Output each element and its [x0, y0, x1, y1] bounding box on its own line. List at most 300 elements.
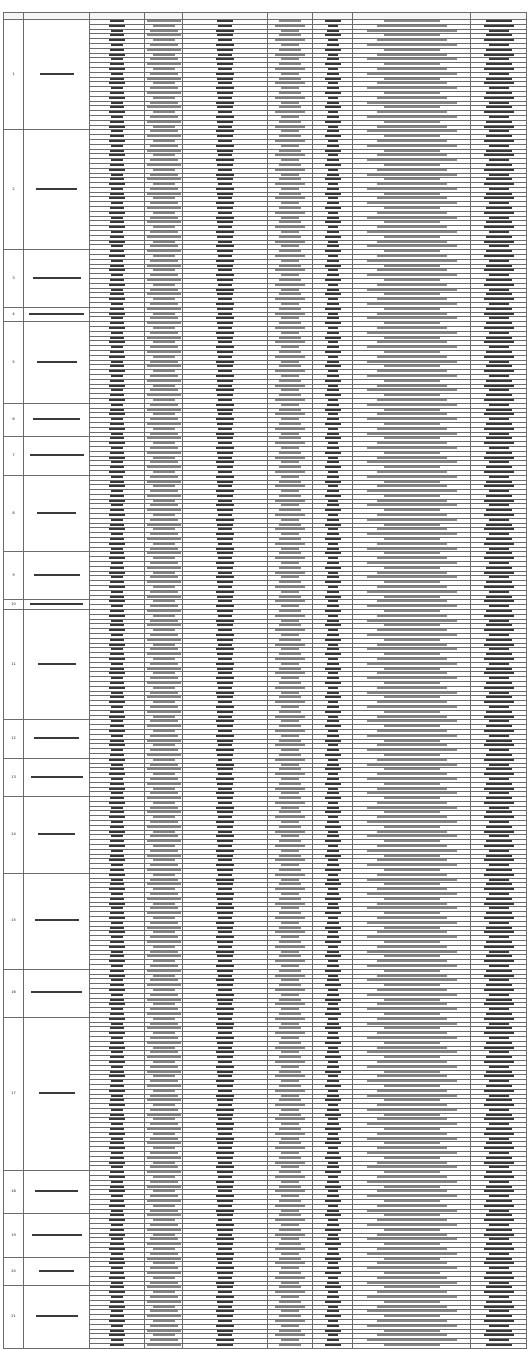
text-line-mark [367, 1037, 457, 1039]
text-line-mark [153, 54, 175, 56]
text-line-mark [217, 581, 233, 583]
text-line-mark [377, 341, 447, 343]
text-line-mark [109, 917, 125, 919]
text-line-mark [486, 840, 512, 842]
text-line-mark [275, 788, 305, 790]
text-line-mark [281, 317, 299, 319]
text-line-mark [147, 34, 181, 36]
text-line-mark [150, 174, 178, 176]
table-cell [353, 144, 471, 149]
table-cell [145, 293, 183, 298]
text-line-mark [327, 433, 339, 435]
text-line-mark [216, 764, 234, 766]
text-line-mark [484, 1205, 514, 1207]
text-line-mark [153, 500, 175, 502]
text-line-mark [216, 706, 234, 708]
text-line-mark [327, 1123, 339, 1125]
text-line-mark [153, 859, 175, 861]
group-name-cell [24, 250, 90, 308]
text-line-mark [150, 792, 178, 794]
text-line-mark [216, 145, 234, 147]
text-line-mark [218, 1133, 232, 1135]
text-line-mark [486, 552, 512, 554]
text-line-mark [150, 720, 178, 722]
text-line-mark [486, 912, 512, 914]
text-line-mark [109, 1075, 125, 1077]
text-line-mark [328, 457, 338, 459]
text-line-mark [325, 797, 341, 799]
text-line-mark [109, 471, 125, 473]
text-line-mark [367, 145, 457, 147]
text-line-mark [275, 500, 305, 502]
text-line-mark [218, 1032, 232, 1034]
text-line-mark [217, 322, 233, 324]
text-line-mark [147, 1301, 181, 1303]
text-line-mark [147, 193, 181, 195]
text-line-mark [111, 979, 123, 981]
text-line-mark [384, 351, 440, 353]
table-cell [145, 322, 183, 327]
text-line-mark [279, 394, 301, 396]
text-line-mark [216, 1066, 234, 1068]
text-line-mark [367, 202, 457, 204]
text-line-mark [484, 169, 514, 171]
text-line-mark [328, 514, 338, 516]
text-line-mark [147, 1200, 181, 1202]
text-line-mark [110, 135, 124, 137]
text-line-mark [327, 979, 339, 981]
text-line-mark [489, 303, 509, 305]
text-line-mark [147, 1085, 181, 1087]
text-line-mark [328, 154, 338, 156]
text-line-mark [367, 735, 457, 737]
text-line-mark [218, 428, 232, 430]
text-line-mark [109, 1090, 125, 1092]
text-line-mark [367, 562, 457, 564]
text-line-mark [489, 1138, 509, 1140]
text-line-mark [377, 615, 447, 617]
text-line-mark [153, 385, 175, 387]
text-line-mark [367, 217, 457, 219]
text-line-mark [325, 552, 341, 554]
text-line-mark [384, 1114, 440, 1116]
table-cell [145, 562, 183, 567]
text-line-mark [217, 538, 233, 540]
text-line-mark [218, 1104, 232, 1106]
text-line-mark [218, 82, 232, 84]
text-line-mark [218, 946, 232, 948]
text-line-mark [384, 811, 440, 813]
text-line-mark [153, 111, 175, 113]
text-line-mark [377, 284, 447, 286]
text-line-mark [147, 423, 181, 425]
text-line-mark [486, 495, 512, 497]
text-line-mark [216, 433, 234, 435]
text-line-mark [147, 1272, 181, 1274]
text-line-mark [218, 54, 232, 56]
text-line-mark [384, 1099, 440, 1101]
text-line-mark [484, 1162, 514, 1164]
text-line-mark [367, 174, 457, 176]
table-cell [145, 1065, 183, 1070]
table-cell [353, 1281, 471, 1286]
text-line-mark [377, 1118, 447, 1120]
table-cell [145, 202, 183, 207]
text-line-mark [279, 1056, 301, 1058]
text-line-mark [109, 1291, 125, 1293]
text-line-mark [216, 174, 234, 176]
text-line-mark [325, 236, 341, 238]
text-line-mark [275, 1291, 305, 1293]
text-line-mark [325, 581, 341, 583]
table-cell [145, 178, 183, 183]
text-line-mark [40, 73, 74, 75]
text-line-mark [328, 557, 338, 559]
text-line-mark [484, 975, 514, 977]
text-line-mark [216, 1310, 234, 1312]
text-line-mark [384, 826, 440, 828]
text-line-mark [325, 999, 341, 1001]
text-line-mark [325, 883, 341, 885]
text-line-mark [29, 313, 84, 315]
text-line-mark [216, 1339, 234, 1341]
text-line-mark [275, 399, 305, 401]
table-cell [145, 20, 183, 25]
text-line-mark [281, 1109, 299, 1111]
text-line-mark [327, 533, 339, 535]
text-line-mark [486, 509, 512, 511]
text-line-mark [328, 975, 338, 977]
text-line-mark [489, 749, 509, 751]
table-cell [145, 29, 183, 34]
text-line-mark [147, 409, 181, 411]
text-line-mark [217, 150, 233, 152]
table-cell [145, 235, 183, 240]
table-cell [353, 950, 471, 955]
text-line-mark [111, 1210, 123, 1212]
text-line-mark [367, 692, 457, 694]
text-line-mark [275, 284, 305, 286]
text-line-mark [218, 1190, 232, 1192]
text-line-mark [377, 1291, 447, 1293]
text-line-mark [217, 337, 233, 339]
text-line-mark [110, 394, 124, 396]
text-line-mark [327, 620, 339, 622]
text-line-mark [109, 744, 125, 746]
text-line-mark [327, 102, 339, 104]
text-line-mark [110, 1229, 124, 1231]
text-line-mark [147, 466, 181, 468]
text-line-mark [384, 1085, 440, 1087]
text-line-mark [147, 150, 181, 152]
column-header [313, 13, 353, 20]
table-cell [353, 547, 471, 552]
text-line-mark [384, 337, 440, 339]
text-line-mark [328, 1262, 338, 1264]
text-line-mark [216, 907, 234, 909]
text-line-mark [327, 692, 339, 694]
text-line-mark [328, 1118, 338, 1120]
text-line-mark [367, 130, 457, 132]
text-line-mark [377, 730, 447, 732]
text-line-mark [153, 759, 175, 761]
text-line-mark [110, 121, 124, 123]
table-cell [353, 259, 471, 264]
text-line-mark [216, 375, 234, 377]
text-line-mark [109, 989, 125, 991]
text-line-mark [153, 169, 175, 171]
text-line-mark [484, 226, 514, 228]
table-cell [145, 207, 183, 212]
table-cell [145, 912, 183, 917]
text-line-mark [279, 581, 301, 583]
text-line-mark [384, 754, 440, 756]
text-line-mark [216, 1080, 234, 1082]
text-line-mark [325, 49, 341, 51]
text-line-mark [111, 317, 123, 319]
text-line-mark [327, 792, 339, 794]
text-line-mark [275, 269, 305, 271]
text-line-mark [150, 533, 178, 535]
text-line-mark [153, 788, 175, 790]
text-line-mark [110, 150, 124, 152]
text-line-mark [109, 126, 125, 128]
text-line-mark [328, 730, 338, 732]
text-line-mark [327, 576, 339, 578]
text-line-mark [150, 706, 178, 708]
table-cell [145, 130, 183, 135]
text-line-mark [275, 629, 305, 631]
text-line-mark [218, 1234, 232, 1236]
text-line-mark [327, 1051, 339, 1053]
table-cell [145, 1142, 183, 1147]
text-line-mark [153, 428, 175, 430]
text-line-mark [377, 773, 447, 775]
text-line-mark [218, 1205, 232, 1207]
text-line-mark [367, 1238, 457, 1240]
text-line-mark [367, 1123, 457, 1125]
text-line-mark [150, 692, 178, 694]
text-line-mark [111, 87, 123, 89]
text-line-mark [153, 687, 175, 689]
text-line-mark [110, 682, 124, 684]
text-line-mark [484, 1277, 514, 1279]
text-line-mark [111, 1166, 123, 1168]
table-cell [145, 1051, 183, 1056]
text-line-mark [489, 245, 509, 247]
text-line-mark [384, 581, 440, 583]
text-line-mark [384, 955, 440, 957]
text-line-mark [367, 548, 457, 550]
text-line-mark [325, 250, 341, 252]
text-line-mark [327, 202, 339, 204]
text-line-mark [281, 620, 299, 622]
text-line-mark [147, 1229, 181, 1231]
text-line-mark [111, 1325, 123, 1327]
text-line-mark [486, 1258, 512, 1260]
text-line-mark [489, 1008, 509, 1010]
text-line-mark [109, 54, 125, 56]
text-line-mark [489, 1080, 509, 1082]
table-cell [353, 1310, 471, 1315]
text-line-mark [367, 850, 457, 852]
text-line-mark [327, 994, 339, 996]
text-line-mark [31, 776, 83, 778]
text-line-mark [217, 394, 233, 396]
text-line-mark [216, 87, 234, 89]
text-line-mark [39, 1092, 75, 1094]
text-line-mark [367, 504, 457, 506]
text-line-mark [328, 759, 338, 761]
text-line-mark [275, 1003, 305, 1005]
text-line-mark [110, 883, 124, 885]
text-line-mark [217, 121, 233, 123]
text-line-mark [377, 1104, 447, 1106]
text-line-mark [377, 1075, 447, 1077]
text-line-mark [216, 720, 234, 722]
text-line-mark [147, 1056, 181, 1058]
text-line-mark [109, 1147, 125, 1149]
text-line-mark [110, 236, 124, 238]
text-line-mark [367, 317, 457, 319]
text-line-mark [218, 687, 232, 689]
text-line-mark [367, 1339, 457, 1341]
text-line-mark [384, 768, 440, 770]
text-line-mark [281, 519, 299, 521]
text-line-mark [484, 1306, 514, 1308]
text-line-mark [486, 855, 512, 857]
text-line-mark [367, 1008, 457, 1010]
text-line-mark [150, 1282, 178, 1284]
text-line-mark [484, 888, 514, 890]
text-line-mark [325, 1344, 341, 1346]
table-cell [145, 547, 183, 552]
table-cell [353, 1252, 471, 1257]
table-cell [353, 115, 471, 120]
text-line-mark [489, 289, 509, 291]
text-line-mark [147, 78, 181, 80]
text-line-mark [110, 1171, 124, 1173]
table-cell [145, 1224, 183, 1229]
text-line-mark [109, 500, 125, 502]
text-line-mark [150, 1238, 178, 1240]
text-line-mark [384, 106, 440, 108]
table-cell [353, 1166, 471, 1171]
group-number-cell: 18 [4, 1171, 24, 1214]
text-line-mark [275, 111, 305, 113]
text-line-mark [489, 404, 509, 406]
text-line-mark [153, 629, 175, 631]
table-cell [145, 998, 183, 1003]
text-line-mark [111, 605, 123, 607]
text-line-mark [484, 485, 514, 487]
text-line-mark [153, 39, 175, 41]
text-line-mark [110, 78, 124, 80]
group-number-cell: 10 [4, 600, 24, 610]
text-line-mark [367, 274, 457, 276]
table-cell [145, 494, 183, 499]
text-line-mark [218, 917, 232, 919]
text-line-mark [325, 725, 341, 727]
text-line-mark [325, 293, 341, 295]
table-cell [353, 518, 471, 523]
text-line-mark [147, 1344, 181, 1346]
text-line-mark [153, 1306, 175, 1308]
text-line-mark [275, 1075, 305, 1077]
text-line-mark [384, 135, 440, 137]
text-line-mark [279, 696, 301, 698]
text-line-mark [218, 888, 232, 890]
text-line-mark [328, 859, 338, 861]
text-line-mark [484, 370, 514, 372]
table-cell [353, 979, 471, 984]
text-line-mark [484, 1320, 514, 1322]
text-line-mark [486, 797, 512, 799]
text-line-mark [327, 159, 339, 161]
text-line-mark [279, 135, 301, 137]
text-line-mark [281, 1181, 299, 1183]
text-line-mark [111, 217, 123, 219]
text-line-mark [218, 154, 232, 156]
text-line-mark [150, 303, 178, 305]
text-line-mark [37, 361, 77, 363]
text-line-mark [109, 859, 125, 861]
text-line-mark [275, 946, 305, 948]
text-line-mark [217, 308, 233, 310]
text-line-mark [281, 1339, 299, 1341]
text-line-mark [150, 202, 178, 204]
text-line-mark [147, 768, 181, 770]
text-line-mark [279, 682, 301, 684]
table-cell [145, 135, 183, 140]
text-line-mark [384, 1315, 440, 1317]
text-line-mark [147, 308, 181, 310]
text-line-mark [217, 610, 233, 612]
text-line-mark [486, 78, 512, 80]
text-line-mark [217, 883, 233, 885]
text-line-mark [218, 629, 232, 631]
table-cell [145, 941, 183, 946]
text-line-mark [486, 409, 512, 411]
text-line-mark [281, 1224, 299, 1226]
text-line-mark [109, 111, 125, 113]
table-cell [353, 1123, 471, 1128]
text-line-mark [111, 792, 123, 794]
table-cell [353, 475, 471, 480]
text-line-mark [150, 749, 178, 751]
text-line-mark [281, 692, 299, 694]
text-line-mark [111, 504, 123, 506]
text-line-mark [216, 792, 234, 794]
text-line-mark [484, 600, 514, 602]
text-line-mark [281, 663, 299, 665]
table-cell [145, 1329, 183, 1334]
text-line-mark [217, 1272, 233, 1274]
text-line-mark [217, 869, 233, 871]
table-cell [145, 87, 183, 92]
text-line-mark [217, 811, 233, 813]
text-line-mark [486, 1186, 512, 1188]
text-line-mark [484, 658, 514, 660]
text-line-mark [281, 1296, 299, 1298]
text-line-mark [489, 591, 509, 593]
text-line-mark [281, 1210, 299, 1212]
text-line-mark [325, 1099, 341, 1101]
table-cell [145, 221, 183, 226]
text-line-mark [275, 1334, 305, 1336]
text-line-mark [218, 39, 232, 41]
text-line-mark [147, 1243, 181, 1245]
